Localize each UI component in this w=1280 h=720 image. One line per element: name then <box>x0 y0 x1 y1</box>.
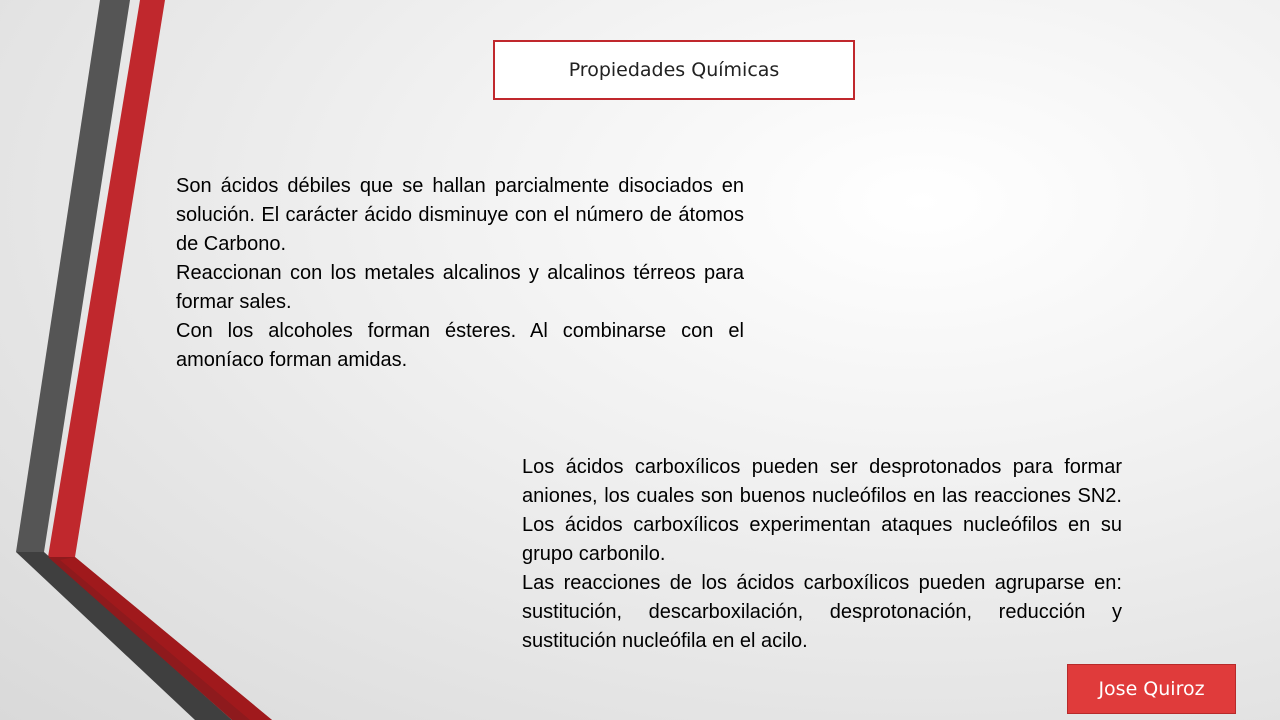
author-badge <box>1067 664 1236 714</box>
paragraph-line: Con los alcoholes forman ésteres. Al combinarse con el amoníaco forman amidas. <box>176 320 744 371</box>
author-name: Jose Quiroz <box>1098 678 1205 700</box>
red-stripe-lower-shade <box>60 557 272 720</box>
dark-stripe-lower <box>16 552 232 720</box>
paragraph-line: Los ácidos carboxílicos pueden ser desprotonados para formar aniones, los cuales son buenos nucleófilos en las reacciones SN2. Los ácidos carboxílicos experimentan ataques nucleófilos en su grupo carbonilo. <box>522 456 1122 565</box>
paragraph-line: Reaccionan con los metales alcalinos y alcalinos térreos para formar sales. <box>176 262 744 313</box>
paragraph-line: Las reacciones de los ácidos carboxílicos pueden agruparse en: sustitución, descarboxilación, desprotonación, reducción y sustitución nucleófila en el acilo. <box>522 572 1122 652</box>
slide-title <box>493 40 855 100</box>
properties-paragraph <box>176 172 744 375</box>
reactions-paragraph <box>522 453 1122 656</box>
slide-title-text: Propiedades Químicas <box>568 59 780 81</box>
paragraph-line: Son ácidos débiles que se hallan parcialmente disociados en solución. El carácter ácido disminuye con el número de átomos de Carbono. <box>176 175 744 255</box>
